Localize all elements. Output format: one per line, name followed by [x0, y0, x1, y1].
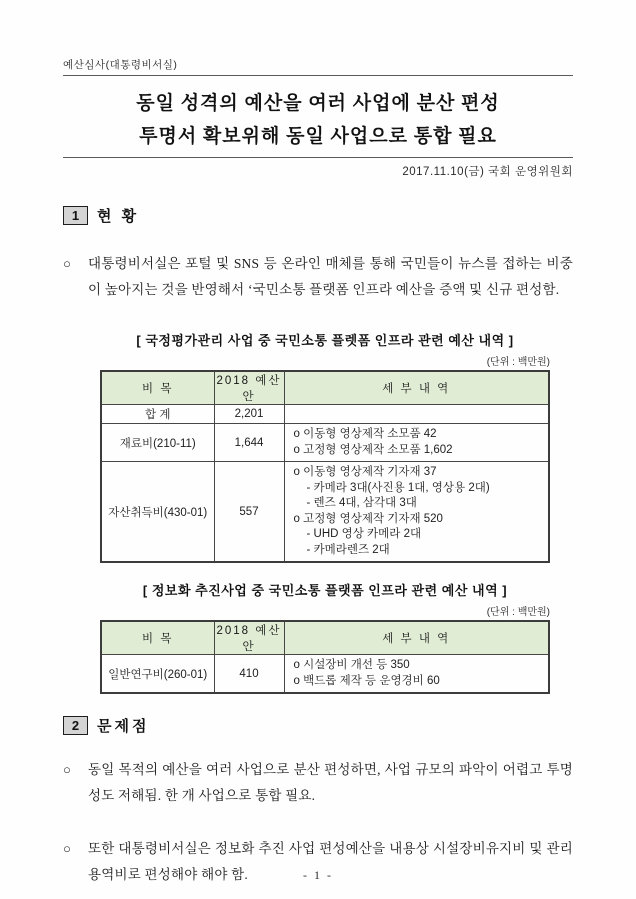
budget-table-1 [100, 370, 550, 563]
date-line: 2017.11.10(금) 국회 운영위원회 [402, 166, 573, 178]
column-header-details: 세 부 내 역 [284, 621, 549, 655]
cell-amount: 557 [214, 462, 284, 563]
table-2-caption: [ 정보화 추진사업 중 국민소통 플랫폼 인프라 관련 예산 내역 ] [142, 583, 508, 598]
detail-line: - 카메라 3대(사진용 1대, 영상용 2대) [306, 481, 490, 494]
header-note: 예산심사(대통령비서실) [63, 59, 178, 71]
section-2-header [63, 715, 573, 736]
column-header-details: 세 부 내 역 [284, 371, 549, 405]
cell-item: 자산취득비(430-01) [101, 462, 214, 563]
cell-details [284, 424, 549, 462]
title-line-1: 동일 성격의 예산을 여러 사업에 분산 편성 [136, 93, 500, 114]
table-row-assets [101, 462, 549, 563]
column-header-amount: 2018 예산안 [214, 621, 284, 655]
title-rule [63, 157, 573, 158]
section-2-number-box: 2 [63, 716, 88, 735]
table-row-materials [101, 424, 549, 462]
detail-line: o 이동형 영상제작 소모품 42 [293, 428, 437, 440]
title-line-2: 투명서 확보위해 동일 사업으로 통합 필요 [139, 126, 497, 147]
cell-details [284, 405, 549, 424]
detail-line: o 고정형 영상제작 소모품 1,602 [293, 443, 453, 456]
cell-amount: 1,644 [214, 424, 284, 462]
cell-item: 재료비(210-11) [101, 424, 214, 462]
bullet-marker: ○ [63, 256, 71, 271]
detail-line: - UHD 영상 카메라 2대 [306, 528, 422, 540]
status-bullet [63, 251, 573, 303]
detail-line: o 시설장비 개선 등 350 [293, 659, 410, 671]
section-2-title: 문제점 [97, 718, 150, 735]
budget-table-2 [100, 620, 550, 694]
section-1-title: 현 황 [97, 208, 140, 225]
cell-details [284, 655, 549, 694]
detail-line: o 고정형 영상제작 기자재 520 [293, 512, 443, 525]
detail-line: - 렌즈 4대, 삼각대 3대 [306, 497, 417, 509]
table-2-block [100, 580, 550, 694]
detail-line: o 백드롭 제작 등 운영경비 60 [293, 674, 440, 687]
column-header-amount: 2018 예산안 [214, 371, 284, 405]
table-2-header-row [101, 621, 549, 655]
bullet-marker: ○ [63, 762, 71, 777]
detail-line: o 이동형 영상제작 기자재 37 [293, 466, 437, 478]
header-rule [63, 75, 573, 76]
detail-line: - 카메라렌즈 2대 [306, 543, 390, 556]
column-header-item: 비 목 [101, 371, 214, 405]
cell-amount: 2,201 [214, 405, 284, 424]
table-1-block [100, 330, 550, 563]
table-2-unit-note: (단위 : 백만원) [486, 607, 550, 618]
cell-amount: 410 [214, 655, 284, 694]
cell-item: 일반연구비(260-01) [101, 655, 214, 694]
bullet-text: 또한 대통령비서실은 정보화 추진 사업 편성예산을 내용상 시설장비유지비 및 관리용역비로 편성해야 해야 함. [88, 841, 573, 882]
table-row-research [101, 655, 549, 694]
column-header-item: 비 목 [101, 621, 214, 655]
bullet-text: 동일 목적의 예산을 여러 사업으로 분산 편성하면, 사업 규모의 파악이 어렵고 투명성도 저해됨. 한 개 사업으로 통합 필요. [88, 762, 573, 803]
table-1-header-row [101, 371, 549, 405]
cell-details [284, 462, 549, 563]
table-1-caption: [ 국정평가관리 사업 중 국민소통 플렛폼 인프라 관련 예산 내역 ] [136, 333, 514, 348]
problem-bullet-1 [63, 757, 573, 809]
table-row-total [101, 405, 549, 424]
section-1-header [63, 205, 573, 226]
section-1-number-box: 1 [63, 206, 88, 225]
table-1-unit-note: (단위 : 백만원) [486, 357, 550, 368]
bullet-marker: ○ [63, 841, 71, 856]
cell-item: 합 계 [101, 405, 214, 424]
document-title [63, 87, 573, 153]
page-number: - 1 - [303, 868, 333, 882]
bullet-text: 대통령비서실은 포털 및 SNS 등 온라인 매체를 통해 국민들이 뉴스를 접하는 비중이 높아지는 것을 반영해서 ‘국민소통 플랫폼 인프라 예산을 증액 및 신규 편성함. [88, 256, 573, 297]
